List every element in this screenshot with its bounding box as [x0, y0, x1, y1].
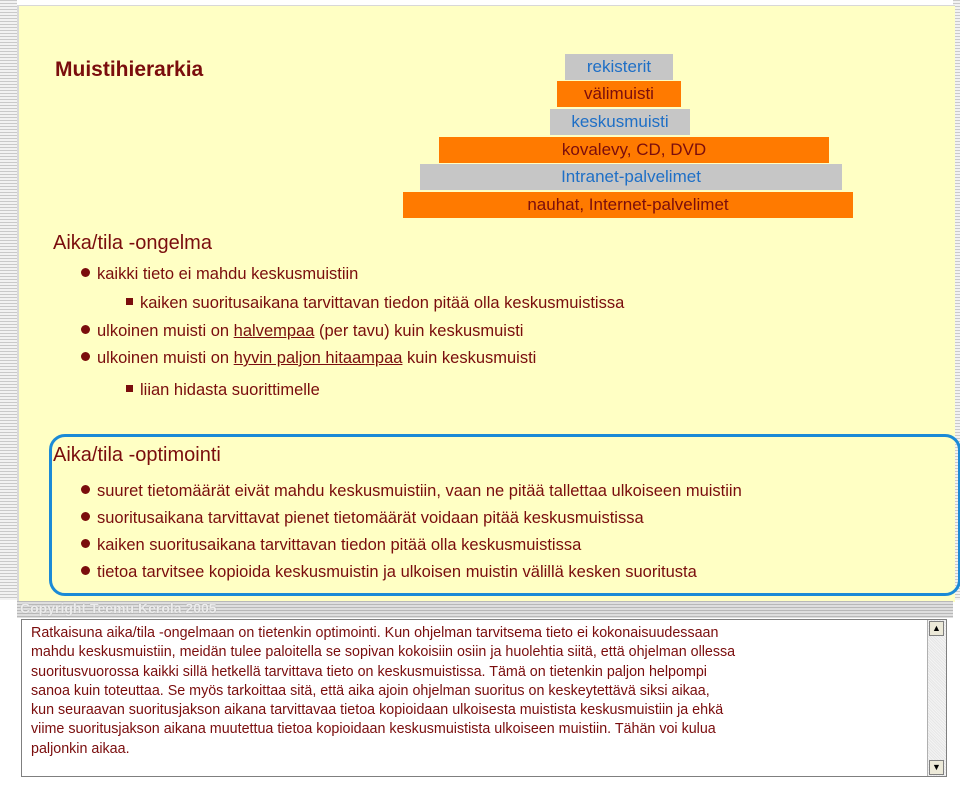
notes-line: kun seuraavan suoritusjakson aikana tarvittavaa tietoa kopioidaan ulkoisesta muistista keskusmuistiin ja ehkä [31, 702, 724, 719]
left-frame-stripe [0, 0, 17, 600]
bullet-dot-icon [81, 268, 90, 277]
slide-canvas [17, 5, 955, 602]
notes-pane[interactable] [21, 619, 947, 777]
notes-line: suoritusvuorossa kaikki sillä hetkellä tarvittava tieto on keskusmuistissa. Tämä on tietenkin paljon helpompi [31, 663, 707, 680]
bullet-item: suoritusaikana tarvittavat pienet tietomäärät voidaan pitää keskusmuistissa [81, 509, 644, 528]
underlined-text: hyvin paljon hitaampaa [233, 349, 403, 367]
pyramid-level-registers: rekisterit [565, 54, 673, 80]
bullet-square-icon [126, 385, 133, 392]
bullet-dot-icon [81, 566, 90, 575]
section-heading-optimization: Aika/tila -optimointi [53, 444, 221, 466]
arrow-up-icon: ▲ [932, 623, 941, 633]
sub-bullet-item: liian hidasta suorittimelle [126, 381, 320, 400]
notes-scrollbar[interactable] [927, 620, 946, 776]
bullet-item: kaikki tieto ei mahdu keskusmuistiin [81, 265, 358, 284]
bullet-dot-icon [81, 485, 90, 494]
notes-text [31, 624, 916, 759]
sub-bullet-item: kaiken suoritusaikana tarvittavan tiedon pitää olla keskusmuistissa [126, 294, 624, 313]
notes-line: Ratkaisuna aika/tila -ongelmaan on tietenkin optimointi. Kun ohjelman tarvitsema tieto ei kokonaisuudessaan [31, 625, 719, 641]
bullet-item: tietoa tarvitsee kopioida keskusmuistin ja ulkoisen muistin välillä kesken suoritusta [81, 563, 697, 582]
notes-line: sanoa kuin toteuttaa. Se myös tarkoittaa sitä, että aika ajoin ohjelman suoritus on keskeytettävä siksi aikaa, [31, 682, 710, 699]
bullet-dot-icon [81, 512, 90, 521]
bullet-dot-icon [81, 325, 90, 334]
pyramid-level-tape: nauhat, Internet-palvelimet [403, 192, 853, 218]
arrow-down-icon: ▼ [932, 762, 941, 772]
slide-title: Muistihierarkia [55, 58, 204, 81]
notes-line: viime suoritusjakson aikana muutettua tietoa kopioidaan keskusmuistista ulkoiseen muistiin. Tähän voi kulua [31, 721, 716, 738]
pyramid-level-disk: kovalevy, CD, DVD [439, 137, 829, 163]
pyramid-level-intranet: Intranet-palvelimet [420, 164, 842, 190]
bullet-item: ulkoinen muisti on hyvin paljon hitaampaa kuin keskusmuisti [81, 349, 536, 368]
pyramid-level-cache: välimuisti [557, 81, 681, 107]
notes-line: paljonkin aikaa. [31, 740, 130, 757]
bullet-item: suuret tietomäärät eivät mahdu keskusmuistiin, vaan ne pitää tallettaa ulkoiseen muistiin [81, 482, 742, 501]
pyramid-level-main-memory: keskusmuisti [550, 109, 690, 135]
bullet-item: kaiken suoritusaikana tarvittavan tiedon pitää olla keskusmuistissa [81, 536, 581, 555]
scroll-down-button[interactable] [929, 760, 944, 775]
scroll-up-button[interactable] [929, 621, 944, 636]
section-heading-problem: Aika/tila -ongelma [53, 232, 212, 254]
underlined-text: halvempaa [233, 322, 315, 340]
bullet-square-icon [126, 298, 133, 305]
copyright-text: Copyright Teemu Kerola 2005 [20, 600, 217, 616]
notes-line: mahdu keskusmuistiin, meidän tulee paloitella se sopivan kokoisiin osiin ja huolehtia siitä, että ohjelman ollessa [31, 644, 736, 661]
bullet-item: ulkoinen muisti on halvempaa (per tavu) kuin keskusmuisti [81, 322, 523, 341]
bullet-dot-icon [81, 539, 90, 548]
bullet-dot-icon [81, 352, 90, 361]
